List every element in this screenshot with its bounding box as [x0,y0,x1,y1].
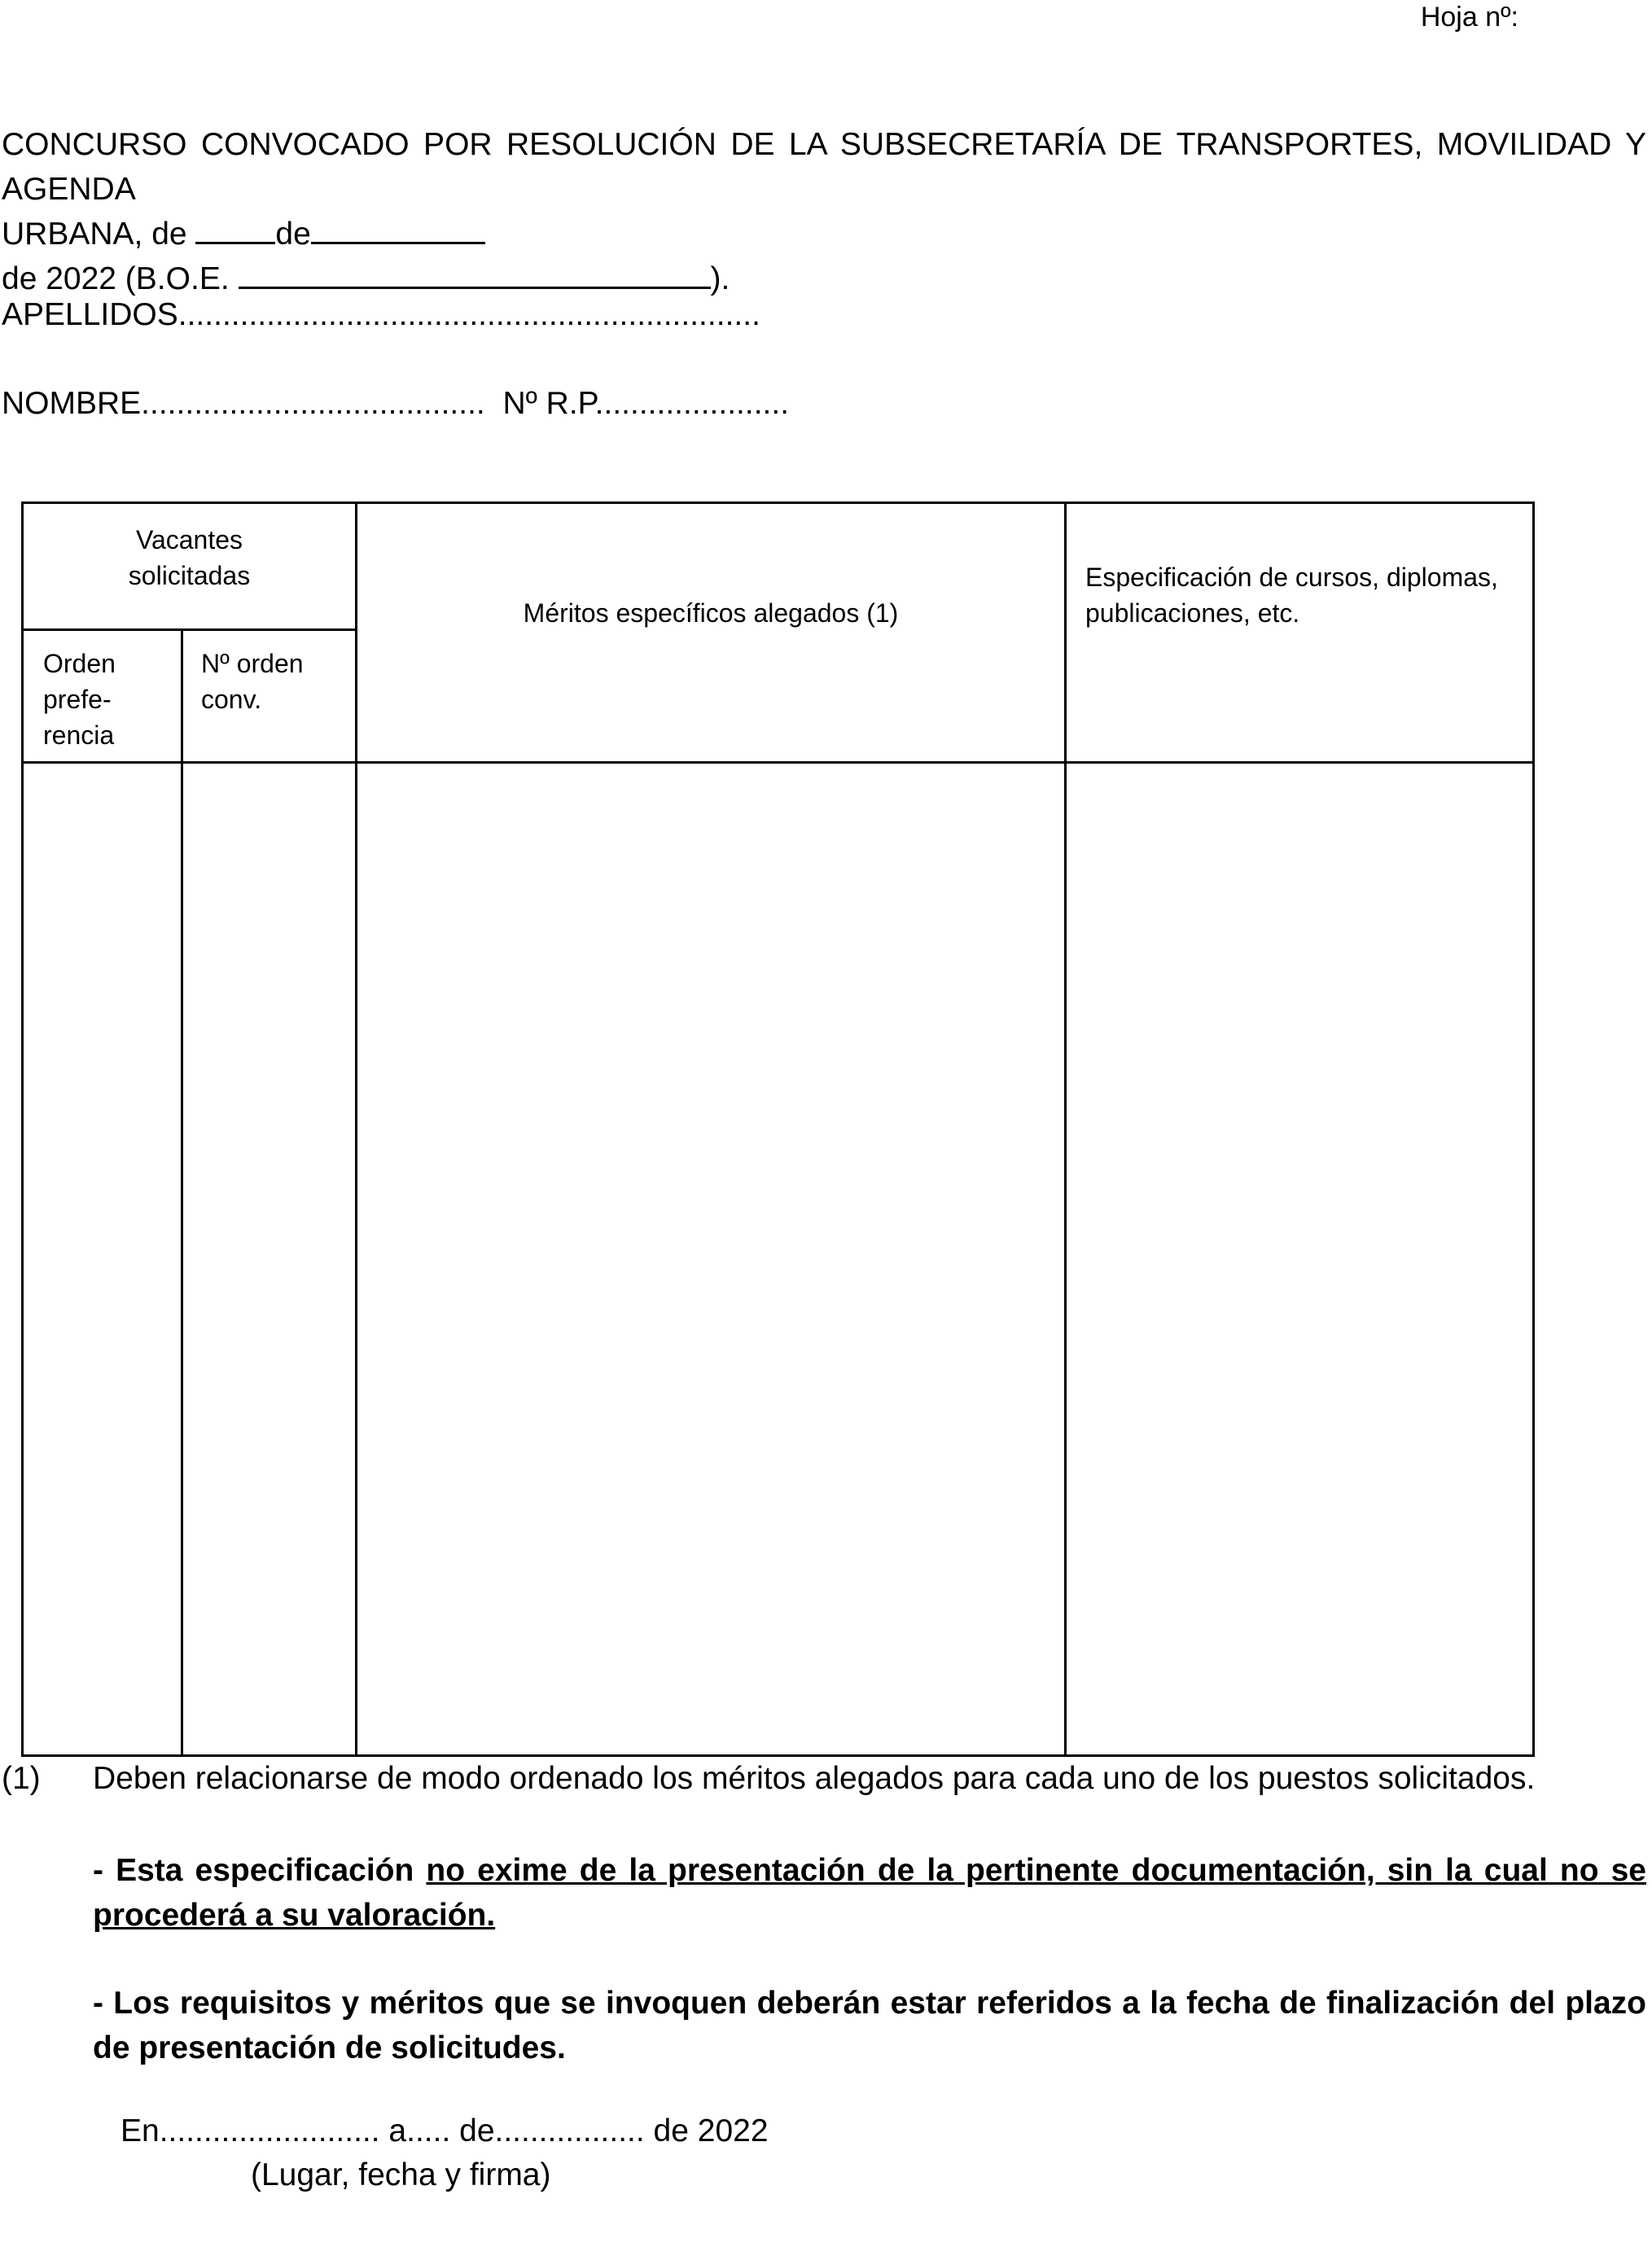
meritos-cell[interactable] [357,764,1064,1754]
call-statement [2,122,1646,301]
footnote-text: Deben relacionarse de modo ordenado los méritos alegados para cada uno de los puestos solicitados. [93,1761,1536,1796]
orden-conv-cell[interactable] [183,764,355,1754]
call-statement-line3 [2,256,1646,301]
boe-blank[interactable] [239,257,711,289]
merits-table [21,501,1535,1757]
call-statement-line2 [2,212,1646,256]
footnote-marker: (1) [2,1761,41,1796]
header-vacantes: Vacantes solicitadas [128,525,251,590]
note-documentation-underlined: no exime de la presentación de la pertinente documentación, sin la cual no se procederá a su valoración. [93,1853,1646,1933]
especificacion-cell[interactable] [1067,764,1532,1754]
header-especificacion: Especificación de cursos, diplomas, publicaciones, etc. [1085,563,1498,628]
header-orden-conv: Nº orden conv. [201,649,304,714]
note-documentation-lead: - Esta especificación [93,1853,427,1888]
note-documentation [93,1848,1646,1938]
note-requirements: - Los requisitos y méritos que se invoquen deberán estar referidos a la fecha de finalización del plazo de presentación de solicitudes. [93,1986,1646,2065]
month-blank[interactable] [311,212,485,244]
header-meritos: Méritos específicos alegados (1) [523,598,899,628]
header-orden-preferencia: Orden prefe- rencia [43,649,116,750]
nombre-field[interactable]: NOMBRE....................................... [2,386,485,421]
urbana-text: URBANA, de [2,217,196,252]
apellidos-field[interactable]: APELLIDOS.................................................................. [2,297,760,332]
signature-caption: (Lugar, fecha y firma) [251,2157,551,2192]
vacantes-divider [24,629,355,631]
year-boe-text: de 2022 (B.O.E. [2,261,239,296]
day-blank[interactable] [195,212,275,244]
orden-preferencia-cell[interactable] [24,764,181,1754]
sheet-number-label: Hoja nº: [1420,2,1518,33]
call-statement-line1: CONCURSO CONVOCADO POR RESOLUCIÓN DE LA SUBSECRETARÍA DE TRANSPORTES, MOVILIDAD Y AGENDA [2,127,1646,207]
signature-place-date[interactable]: En......................... a..... de................. de 2022 [121,2113,769,2148]
boe-close: ). [710,261,730,296]
rp-field[interactable]: Nº R.P...................... [502,386,790,421]
de-text: de [275,217,311,252]
name-row [2,386,789,422]
